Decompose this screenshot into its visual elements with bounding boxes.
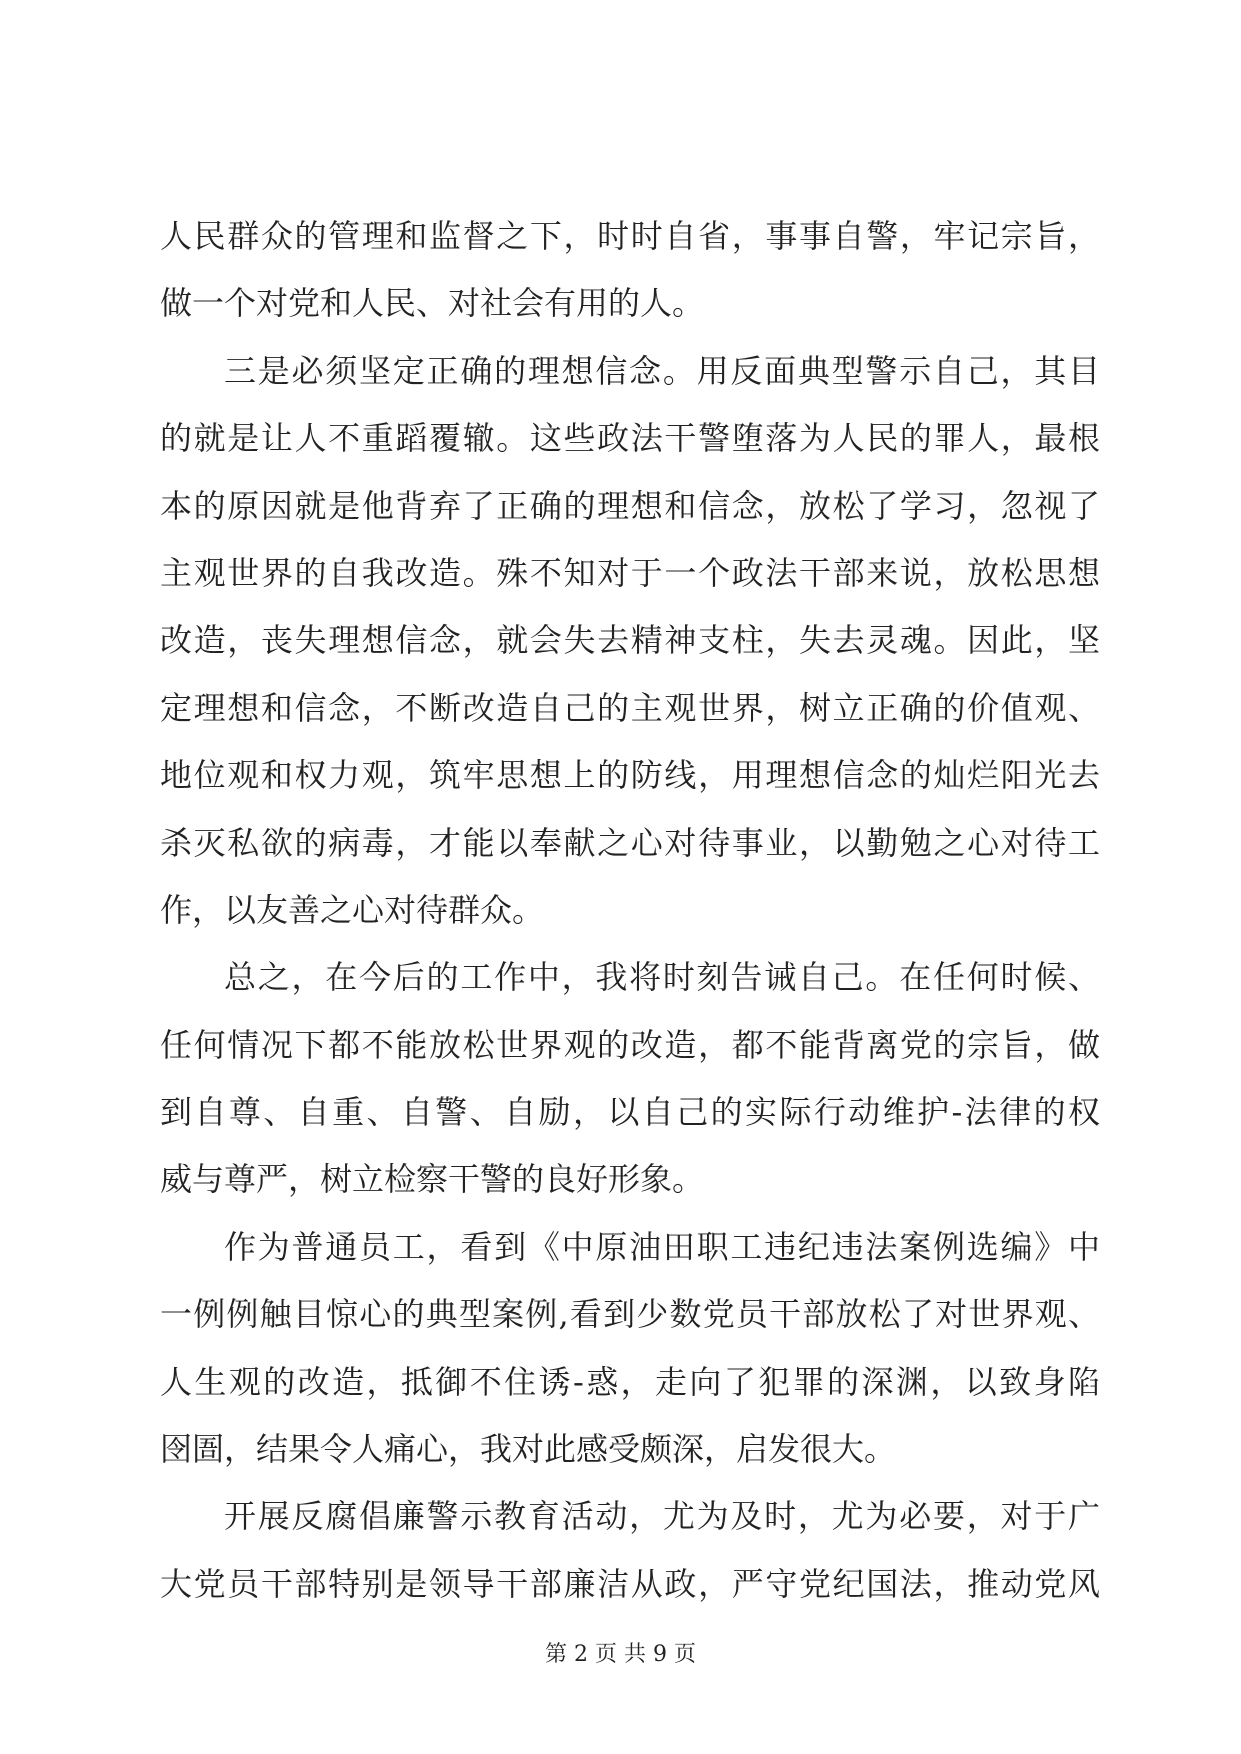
text-line: 囹圄，结果令人痛心，我对此感受颇深，启发很大。 bbox=[160, 1430, 897, 1469]
text-line: 作，以友善之心对待群众。 bbox=[160, 890, 545, 929]
text-line: 杀灭私欲的病毒，才能以奉献之心对待事业，以勤勉之心对待工 bbox=[160, 823, 1100, 862]
text-line: 定理想和信念，不断改造自己的主观世界，树立正确的价值观、 bbox=[160, 688, 1100, 727]
text-line: 任何情况下都不能放松世界观的改造，都不能背离党的宗旨，做 bbox=[160, 1025, 1100, 1064]
text-line: 总之，在今后的工作中，我将时刻告诫自己。在任何时候、 bbox=[224, 958, 1100, 997]
text-line: 大党员干部特别是领导干部廉洁从政，严守党纪国法，推动党风 bbox=[160, 1564, 1100, 1603]
text-line: 三是必须坚定正确的理想信念。用反面典型警示自己，其目 bbox=[224, 351, 1100, 390]
text-line: 到自尊、自重、自警、自励，以自己的实际行动维护-法律的权 bbox=[160, 1093, 1100, 1132]
text-line: 改造，丧失理想信念，就会失去精神支柱，失去灵魂。因此，坚 bbox=[160, 621, 1100, 660]
text-line: 主观世界的自我改造。殊不知对于一个政法干部来说，放松思想 bbox=[160, 553, 1100, 592]
document-body bbox=[160, 203, 1100, 1618]
text-line: 地位观和权力观，筑牢思想上的防线，用理想信念的灿烂阳光去 bbox=[160, 756, 1100, 795]
text-line: 做一个对党和人民、对社会有用的人。 bbox=[160, 284, 705, 323]
text-line: 开展反腐倡廉警示教育活动，尤为及时，尤为必要，对于广 bbox=[224, 1497, 1100, 1536]
text-line: 人生观的改造，抵御不住诱-惑，走向了犯罪的深渊，以致身陷 bbox=[160, 1362, 1100, 1401]
text-line: 的就是让人不重蹈覆辙。这些政法干警堕落为人民的罪人，最根 bbox=[160, 419, 1100, 458]
text-line: 作为普通员工，看到《中原油田职工违纪违法案例选编》中 bbox=[224, 1227, 1100, 1266]
text-line: 威与尊严，树立检察干警的良好形象。 bbox=[160, 1160, 705, 1199]
text-line: 本的原因就是他背弃了正确的理想和信念，放松了学习，忽视了 bbox=[160, 486, 1100, 525]
page-footer: 第 2 页 共 9 页 bbox=[545, 1642, 696, 1667]
text-line: 人民群众的管理和监督之下，时时自省，事事自警，牢记宗旨， bbox=[160, 217, 1100, 255]
text-line: 一例例触目惊心的典型案例,看到少数党员干部放松了对世界观、 bbox=[160, 1295, 1100, 1334]
